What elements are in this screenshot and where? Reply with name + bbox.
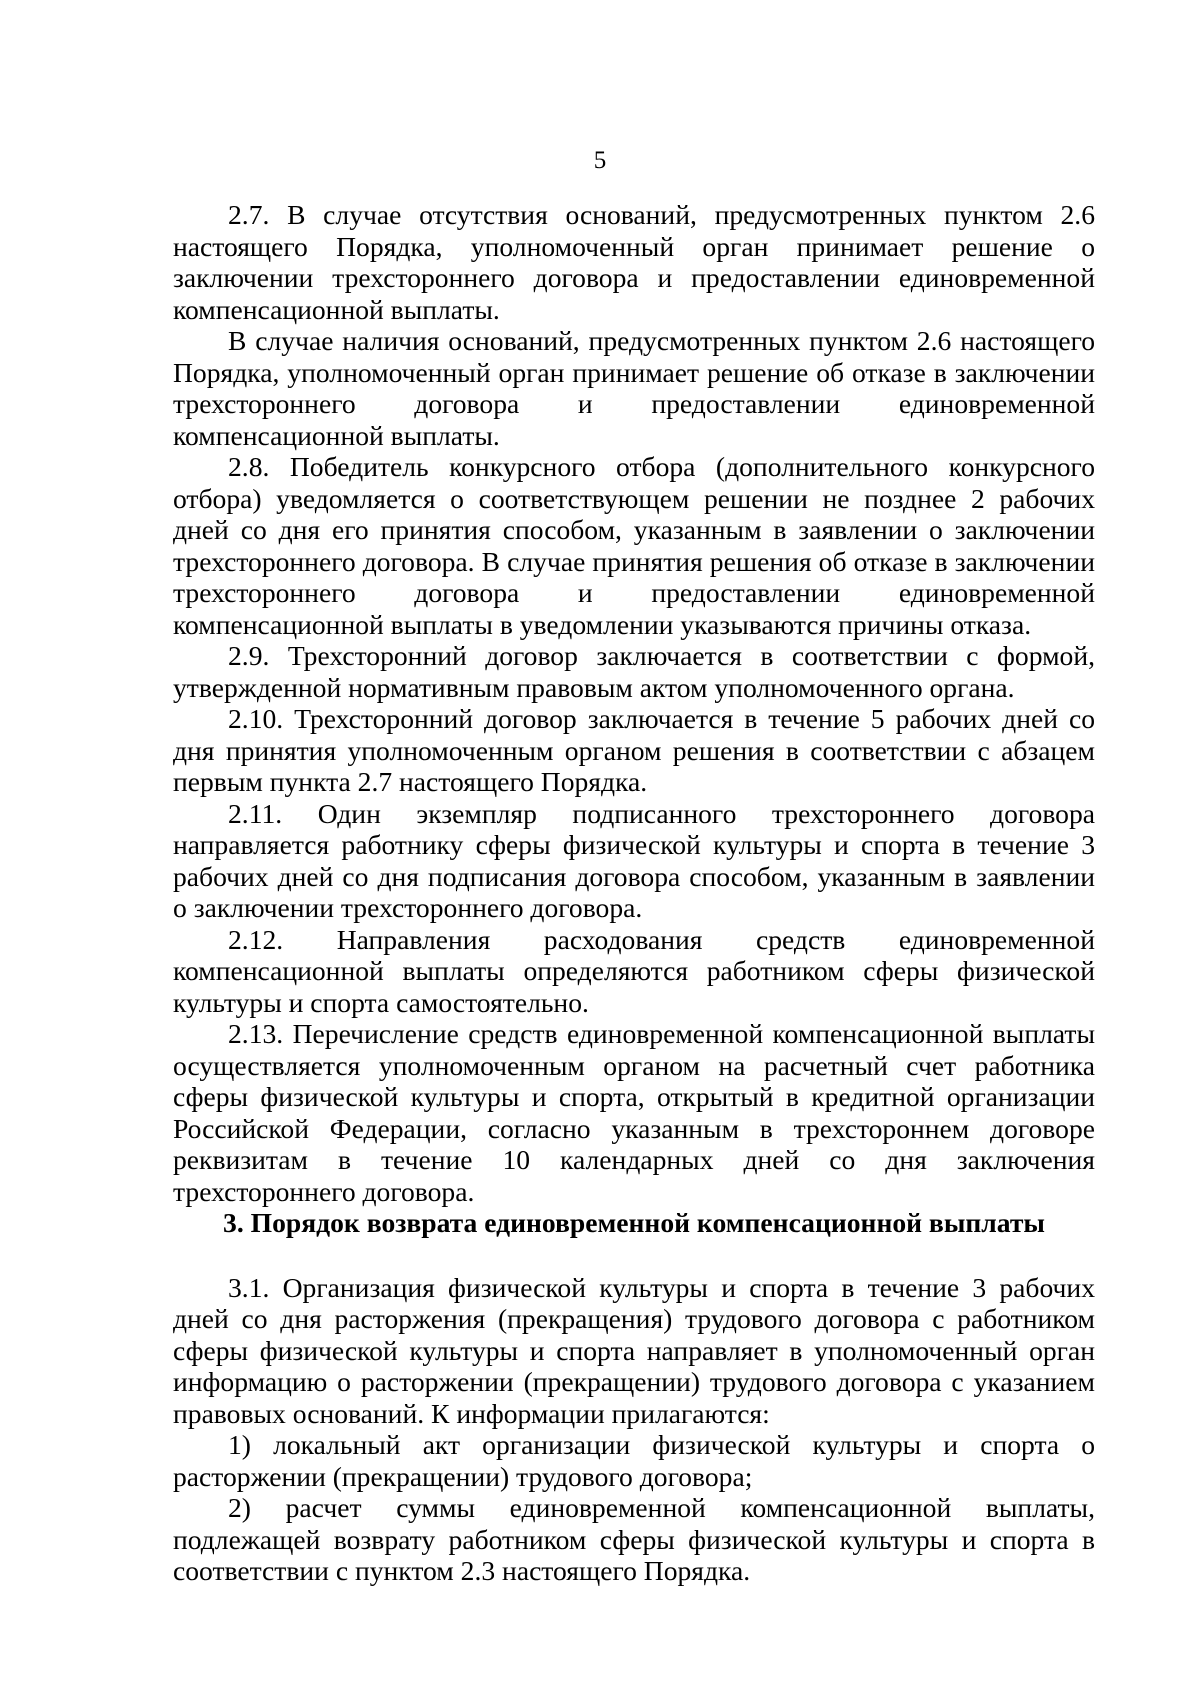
document-body — [173, 199, 1095, 1587]
paragraph-2-11: 2.11. Один экземпляр подписанного трехстороннего договора направляется работнику сферы физической культуры и спорта в течение 3 рабочих дней со дня подписания договора способом, указанным в заявлении о заключении трехстороннего договора. — [173, 797, 1095, 923]
paragraph-2-12: 2.12. Направления расходования средств единовременной компенсационной выплаты определяются работником сферы физической культуры и спорта самостоятельно. — [173, 923, 1095, 1018]
paragraph-3-1: 3.1. Организация физической культуры и спорта в течение 3 рабочих дней со дня расторжения (прекращения) трудового договора с работником сферы физической культуры и спорта направляет в уполномоченный орган информацию о расторжении (прекращении) трудового договора с указанием правовых оснований. К информации прилагаются: — [173, 1271, 1095, 1429]
paragraph-3-1-item-2: 2) расчет суммы единовременной компенсационной выплаты, подлежащей возврату работником сферы физической культуры и спорта в соответствии с пунктом 2.3 настоящего Порядка. — [173, 1492, 1095, 1586]
paragraph-3-1-item-1: 1) локальный акт организации физической культуры и спорта о расторжении (прекращении) трудового договора; — [173, 1429, 1095, 1492]
paragraph-2-13: 2.13. Перечисление средств единовременной компенсационной выплаты осуществляется уполномоченным органом на расчетный счет работника сферы физической культуры и спорта, открытый в кредитной организации Российской Федерации, согласно указанным в трехстороннем договоре реквизитам в течение 10 календарных дней со дня заключения трехстороннего договора. — [173, 1018, 1095, 1207]
paragraph-2-7-refusal: В случае наличия оснований, предусмотренных пунктом 2.6 настоящего Порядка, уполномоченный орган принимает решение об отказе в заключении трехстороннего договора и предоставлении единовременной компенсационной выплаты. — [173, 325, 1095, 451]
paragraph-2-10: 2.10. Трехсторонний договор заключается в течение 5 рабочих дней со дня принятия уполномоченным органом решения в соответствии с абзацем первым пункта 2.7 настоящего Порядка. — [173, 703, 1095, 797]
section-3-heading: 3. Порядок возврата единовременной компенсационной выплаты — [223, 1207, 1045, 1238]
paragraph-2-8: 2.8. Победитель конкурсного отбора (дополнительного конкурсного отбора) уведомляется о соответствующем решении не позднее 2 рабочих дней со дня его принятия способом, указанным в заявлении о заключении трехстороннего договора. В случае принятия решения об отказе в заключении трехстороннего договора и предоставлении единовременной компенсационной выплаты в уведомлении указываются причины отказа. — [173, 451, 1095, 640]
page-number: 5 — [593, 147, 607, 174]
paragraph-2-9: 2.9. Трехсторонний договор заключается в соответствии с формой, утвержденной нормативным правовым актом уполномоченного органа. — [173, 640, 1095, 703]
paragraph-2-7: 2.7. В случае отсутствия оснований, предусмотренных пунктом 2.6 настоящего Порядка, уполномоченный орган принимает решение о заключении трехстороннего договора и предоставлении единовременной компенсационной выплаты. — [173, 199, 1095, 325]
